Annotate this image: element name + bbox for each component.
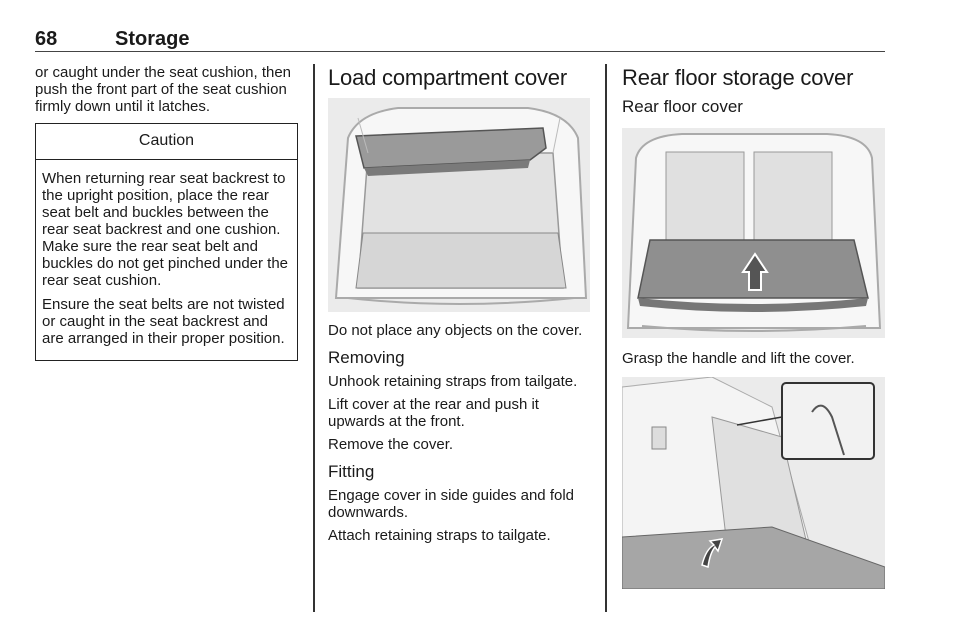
fitting-heading: Fitting <box>328 462 375 481</box>
column-divider <box>313 64 315 612</box>
column-middle <box>328 64 590 550</box>
removing-step: Unhook retaining straps from tailgate. <box>328 373 578 390</box>
fitting-step: Attach retaining straps to tailgate. <box>328 527 551 544</box>
caption-lift-cover: Grasp the handle and lift the cover. <box>622 350 855 367</box>
intro-text: or caught under the seat cushion, then push the front part of the seat cushion firmly down until it latches. <box>35 64 292 115</box>
caution-paragraph: When returning rear seat backrest to the upright position, place the rear seat belt and buckles between the rear seat backrest and one cushion. Make sure the rear seat belt and buckles do not get pinched under the rear seat cushion. <box>42 170 289 289</box>
removing-step: Lift cover at the rear and push it upwards at the front. <box>328 396 539 430</box>
caution-box <box>35 123 298 361</box>
column-left <box>35 64 298 361</box>
column-right <box>622 64 885 589</box>
cover-note: Do not place any objects on the cover. <box>328 322 583 339</box>
floor-handle-illustration <box>622 377 885 589</box>
page-header <box>35 26 885 52</box>
cargo-cover-illustration <box>328 98 590 312</box>
removing-step: Remove the cover. <box>328 436 454 453</box>
caution-body <box>36 160 297 360</box>
subtitle-rear-floor-cover: Rear floor cover <box>622 97 743 116</box>
section-title-rear-floor-storage-cover: Rear floor storage cover <box>622 65 854 90</box>
rear-floor-cover-illustration <box>622 128 885 338</box>
fitting-step: Engage cover in side guides and fold downwards. <box>328 487 575 521</box>
page-number: 68 <box>35 28 58 50</box>
column-divider <box>605 64 607 612</box>
section-title-load-compartment-cover: Load compartment cover <box>328 65 567 90</box>
removing-heading: Removing <box>328 348 405 367</box>
caution-title: Caution <box>36 124 297 160</box>
caution-paragraph: Ensure the seat belts are not twisted or caught in the seat backrest and are arranged in their proper position. <box>42 296 285 347</box>
chapter-title: Storage <box>115 28 190 50</box>
